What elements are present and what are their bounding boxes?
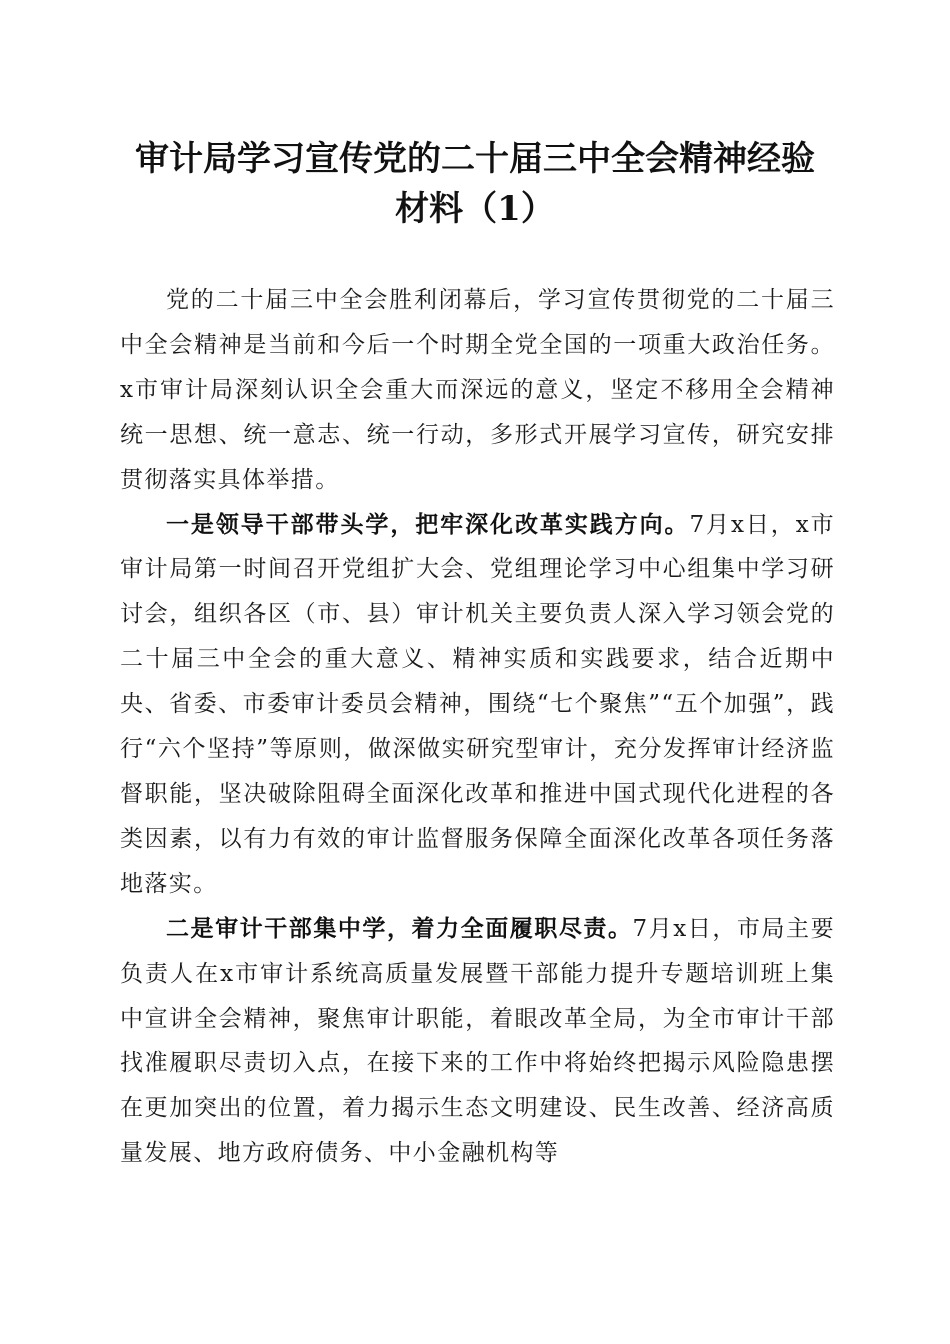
paragraph-point-2 <box>120 907 835 1176</box>
paragraph-text: 7月x日，x市审计局第一时间召开党组扩大会、党组理论学习中心组集中学习研讨会，组织各区（市、县）审计机关主要负责人深入学习领会党的二十届三中全会的重大意义、精神实质和实践要求，结合近期中央、省委、市委审计委员会精神，围绕“七个聚焦”“五个加强”，践行“六个坚持”等原则，做深做实研究型审计，充分发挥审计经济监督职能，坚决破除阻碍全面深化改革和推进中国式现代化进程的各类因素，以有力有效的审计监督服务保障全面深化改革各项任务落地落实。 <box>120 511 835 897</box>
paragraph-intro <box>120 278 835 503</box>
document-body <box>120 278 835 1176</box>
paragraph-text: 党的二十届三中全会胜利闭幕后，学习宣传贯彻党的二十届三中全会精神是当前和今后一个时期全党全国的一项重大政治任务。x市审计局深刻认识全会重大而深远的意义，坚定不移用全会精神统一思想、统一意志、统一行动，多形式开展学习宣传，研究安排贯彻落实具体举措。 <box>120 287 835 493</box>
paragraph-lead: 一是领导干部带头学，把牢深化改革实践方向。 <box>166 510 690 538</box>
title-line-1: 审计局学习宣传党的二十届三中全会精神经验 <box>135 139 815 179</box>
document-title <box>100 134 850 234</box>
paragraph-point-1 <box>120 503 835 907</box>
title-line-2: 材料（1） <box>395 189 555 229</box>
paragraph-lead: 二是审计干部集中学，着力全面履职尽责。 <box>166 914 633 942</box>
paragraph-text: 7月x日，市局主要负责人在x市审计系统高质量发展暨干部能力提升专题培训班上集中宣讲全会精神，聚焦审计职能，着眼改革全局，为全市审计干部找准履职尽责切入点，在接下来的工作中将始终把揭示风险隐患摆在更加突出的位置，着力揭示生态文明建设、民生改善、经济高质量发展、地方政府债务、中小金融机构等 <box>120 915 835 1167</box>
